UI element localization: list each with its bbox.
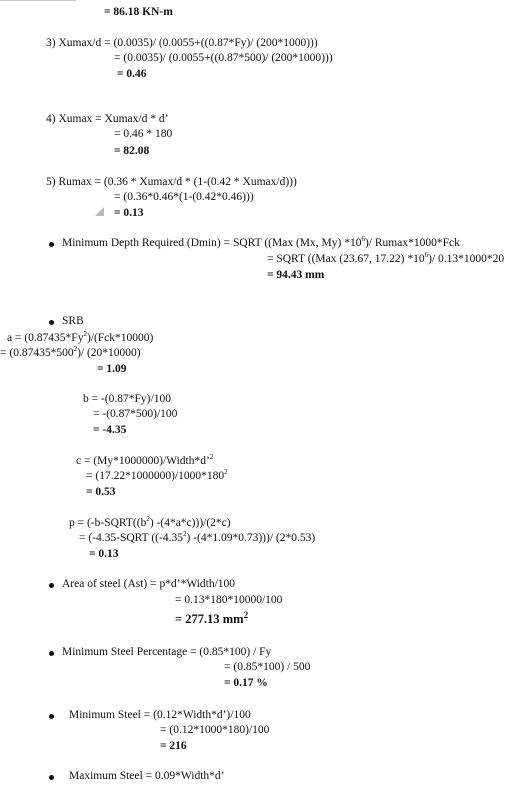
step4-substitution: = 0.46 * 180 bbox=[114, 128, 173, 140]
min-pct-substitution: = (0.85*100) / 500 bbox=[224, 661, 311, 673]
bullet-icon bbox=[49, 242, 54, 247]
step5-result: = 0.13 bbox=[114, 207, 144, 219]
dmin-result: = 94.43 mm bbox=[267, 269, 325, 281]
min-steel-formula: Minimum Steel = (0.12*Width*d’)/100 bbox=[69, 709, 251, 721]
resize-corner-icon bbox=[95, 207, 104, 216]
step5-formula: 5) Rumax = (0.36 * Xumax/d * (1-(0.42 * Xumax/d))) bbox=[46, 176, 297, 188]
srb-a-result: = 1.09 bbox=[97, 363, 127, 375]
srb-b-formula: b = -(0.87*Fy)/100 bbox=[83, 393, 171, 405]
step4-formula: 4) Xumax = Xumax/d * d’ bbox=[46, 113, 169, 125]
top-rule bbox=[0, 0, 76, 1]
max-steel-formula: Maximum Steel = 0.09*Width*d’ bbox=[69, 770, 225, 782]
srb-a-substitution: = $(0.87435*500^2)/$ (20*10000) bbox=[0, 345, 141, 359]
srb-b-substitution: = -(0.87*500)/100 bbox=[93, 408, 178, 420]
ast-result: = 277.13 $mm^2$ bbox=[175, 609, 249, 626]
srb-c-formula: c = (My*1000000)/Width*d’$^2$ bbox=[76, 453, 214, 467]
min-pct-formula: Minimum Steel Percentage = (0.85*100) / Fy bbox=[62, 646, 272, 658]
srb-p-formula: $p = (-b-SQRT((b^2)$ -(4*a*c)))/(2*c) bbox=[69, 515, 231, 529]
ast-formula: Area of steel (Ast) = p*d’*Width/100 bbox=[62, 578, 236, 590]
bullet-icon bbox=[49, 714, 54, 719]
bullet-icon bbox=[49, 583, 54, 588]
ast-substitution: = 0.13*180*10000/100 bbox=[175, 594, 283, 606]
dmin-substitution: = SQRT ((Max (23.67, 17.22) $*10^6)/$ 0.13*1000*20 bbox=[267, 251, 505, 265]
srb-heading: SRB bbox=[62, 315, 84, 327]
min-steel-result: = 216 bbox=[160, 740, 187, 752]
srb-b-result: = -4.35 bbox=[93, 424, 127, 436]
step4-result: = 82.08 bbox=[114, 145, 150, 157]
step3-result: = 0.46 bbox=[117, 68, 147, 80]
min-steel-substitution: = (0.12*1000*180)/100 bbox=[160, 724, 270, 736]
min-pct-result: = 0.17 % bbox=[224, 677, 268, 689]
bullet-icon bbox=[49, 320, 54, 325]
srb-c-result: = 0.53 bbox=[86, 486, 116, 498]
bullet-icon bbox=[49, 651, 54, 656]
dmin-formula: Minimum Depth Required (Dmin) = SQRT ((Max (Mx, My) $*10^6)/$ Rumax*1000*Fck bbox=[62, 235, 460, 249]
step3-formula: 3) Xumax/d = (0.0035)/ (0.0055+((0.87*Fy)/ (200*1000))) bbox=[46, 37, 318, 49]
srb-p-result: = 0.13 bbox=[89, 548, 119, 560]
srb-p-substitution: = (-4.35-SQRT ((-4.35$^2$) -(4*1.09*0.73)))/ (2*0.53) bbox=[79, 530, 316, 544]
srb-c-substitution: = $(17.22*1000000)/1000*180^2$ bbox=[86, 468, 228, 482]
step3-substitution: = (0.0035)/ (0.0055+((0.87*500)/ (200*1000))) bbox=[114, 52, 333, 64]
step5-substitution: = (0.36*0.46*(1-(0.42*0.46))) bbox=[114, 191, 254, 203]
bullet-icon bbox=[49, 775, 54, 780]
srb-a-formula: $a = (0.87435*Fy^2)/(Fck*10000)$ bbox=[7, 330, 154, 344]
moment-result: = 86.18 KN-m bbox=[104, 6, 173, 18]
